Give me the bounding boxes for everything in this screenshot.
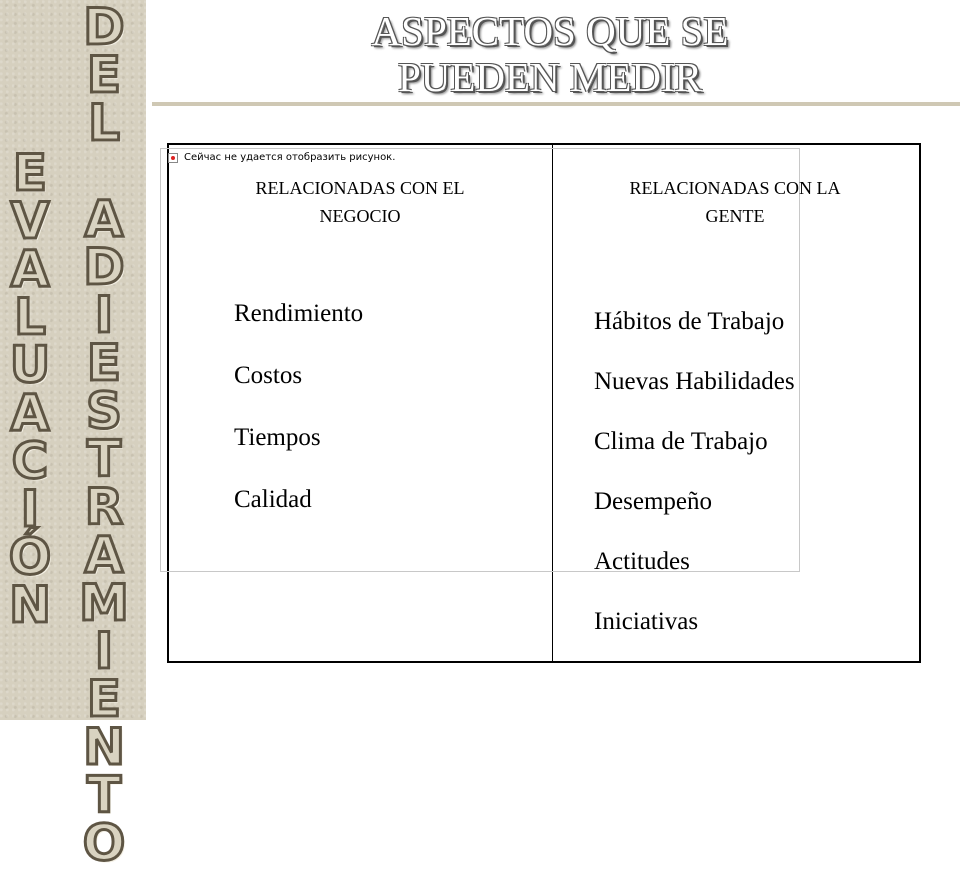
sidebar-right-letter: R — [84, 478, 124, 536]
sidebar-right-letter: D — [83, 0, 125, 56]
sidebar-right-letter: L — [88, 94, 120, 152]
business-column-header — [180, 174, 540, 230]
slide-title-line1: ASPECTOS QUE SE — [371, 8, 729, 54]
slide-title — [340, 8, 760, 100]
sidebar-word-del-adiestramiento — [74, 0, 134, 872]
sidebar-right-letter: E — [86, 670, 122, 728]
list-item: Nuevas Habilidades — [594, 368, 795, 395]
sidebar-right-letter: I — [94, 286, 114, 344]
people-header-line1: RELACIONADAS CON LA — [629, 178, 841, 198]
list-item: Tiempos — [234, 424, 321, 451]
sidebar-left-letter: A — [10, 240, 50, 298]
sidebar-left-letter: V — [10, 192, 50, 250]
business-header-line1: RELACIONADAS CON EL — [255, 178, 465, 198]
sidebar-right-letter: D — [83, 238, 125, 296]
sidebar-left-letter: E — [12, 144, 48, 202]
list-item: Rendimiento — [234, 300, 364, 327]
slide-title-line2: PUEDEN MEDIR — [397, 54, 703, 100]
sidebar-left-letter: Ó — [8, 528, 52, 586]
sidebar-left-letter: U — [9, 336, 51, 394]
sidebar-right-letter: S — [85, 382, 122, 440]
sidebar-word-evaluacion — [0, 144, 60, 634]
broken-image-text: Сейчас не удается отобразить рисунок. — [184, 152, 396, 163]
sidebar-right-letter: E — [86, 334, 122, 392]
list-item: Actitudes — [594, 548, 690, 575]
list-item: Desempeño — [594, 488, 713, 515]
decorative-sidebar — [0, 0, 146, 872]
list-item: Calidad — [234, 486, 312, 513]
sidebar-right-letter: O — [82, 814, 126, 872]
people-column-header — [560, 174, 910, 230]
sidebar-right-letter: M — [79, 574, 129, 632]
sidebar-right-letter: N — [83, 718, 125, 776]
sidebar-right-letter: E — [86, 46, 122, 104]
sidebar-left-letter: I — [20, 480, 40, 538]
list-item: Iniciativas — [594, 608, 699, 635]
sidebar-left-letter: L — [14, 288, 46, 346]
broken-image-icon — [168, 153, 178, 163]
sidebar-right-letter: T — [86, 766, 122, 824]
sidebar-right-letter: A — [84, 190, 124, 248]
business-header-line2: NEGOCIO — [319, 206, 401, 226]
sidebar-left-letter: C — [11, 432, 49, 490]
sidebar-right-letter: I — [94, 622, 114, 680]
sidebar-right-letter — [74, 146, 134, 194]
people-aspects-list — [594, 304, 795, 664]
title-underline — [152, 102, 960, 106]
business-aspects-list — [234, 296, 363, 544]
list-item: Hábitos de Trabajo — [594, 308, 785, 335]
sidebar-left-letter: A — [10, 384, 50, 442]
sidebar-right-letter: A — [84, 526, 124, 584]
broken-image-placeholder — [168, 152, 395, 163]
list-item: Clima de Trabajo — [594, 428, 768, 455]
people-header-line2: GENTE — [705, 206, 765, 226]
sidebar-right-letter: T — [86, 430, 122, 488]
sidebar-left-letter: N — [9, 576, 51, 634]
list-item: Costos — [234, 362, 303, 389]
